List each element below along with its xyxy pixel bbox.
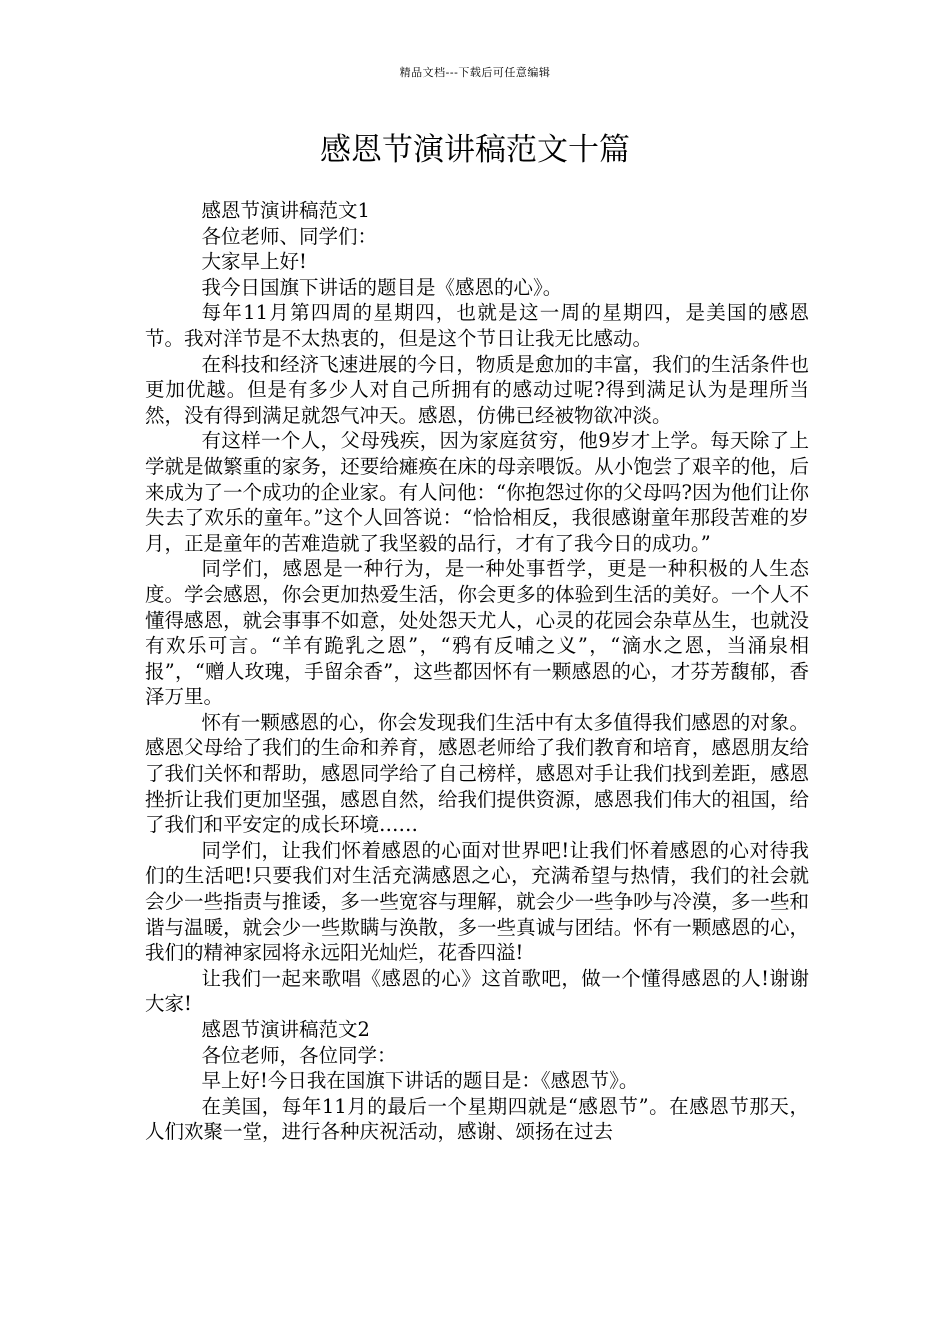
paragraph: 在科技和经济飞速进展的今日，物质是愈加的丰富，我们的生活条件也更加优越。但是有多少人对自己所拥有的感动过呢?得到满足认为是理所当然，没有得到满足就怨气冲天。感恩，仿佛已经被物欲冲淡。 xyxy=(145,352,809,427)
paragraph: 有这样一个人，父母残疾，因为家庭贫穷，他9岁才上学。每天除了上学就是做繁重的家务，还要给瘫痪在床的母亲喂饭。从小饱尝了艰辛的他，后来成为了一个成功的企业家。有人问他：“你抱怨过你的父母吗?因为他们让你失去了欢乐的童年。”这个人回答说：“恰恰相反，我很感谢童年那段苦难的岁月，正是童年的苦难造就了我坚毅的品行，才有了我今日的成功。” xyxy=(145,429,809,555)
greeting: 大家早上好! xyxy=(201,250,307,274)
document-title: 感恩节演讲稿范文十篇 xyxy=(320,132,630,168)
speech-topic: 早上好!今日我在国旗下讲话的题目是：《感恩节》。 xyxy=(201,1069,639,1093)
closing: 让我们一起来歌唱《感恩的心》这首歌吧，做一个懂得感恩的人!谢谢大家! xyxy=(145,966,809,1016)
section-heading-1: 感恩节演讲稿范文1 xyxy=(201,199,370,222)
paragraph: 每年11月第四周的星期四，也就是这一周的星期四，是美国的感恩节。我对洋节是不太热衷的，但是这个节日让我无比感动。 xyxy=(145,301,809,350)
section-heading-2: 感恩节演讲稿范文2 xyxy=(201,1018,370,1041)
paragraph: 怀有一颗感恩的心，你会发现我们生活中有太多值得我们感恩的对象。感恩父母给了我们的生命和养育，感恩老师给了我们教育和培育，感恩朋友给了我们关怀和帮助，感恩同学给了自己榜样，感恩对手让我们找到差距，感恩挫折让我们更加坚强，感恩自然，给我们提供资源，感恩我们伟大的祖国，给了我们和平安定的成长环境…… xyxy=(145,710,809,837)
document-body xyxy=(145,198,809,1145)
paragraph: 在美国，每年11月的最后一个星期四就是“感恩节”。在感恩节那天，人们欢聚一堂，进行各种庆祝活动，感谢、颂扬在过去 xyxy=(145,1094,809,1144)
salutation: 各位老师、同学们： xyxy=(201,224,378,248)
salutation: 各位老师，各位同学： xyxy=(201,1043,397,1067)
paragraph: 同学们，感恩是一种行为，是一种处事哲学，更是一种积极的人生态度。学会感恩，你会更加热爱生活，你会更多的体验到生活的美好。一个人不懂得感恩，就会事事不如意，处处怨天尤人，心灵的花园会杂草丛生，也就没有欢乐可言。“羊有跪乳之恩”，“鸦有反哺之义”，“滴水之恩，当涌泉相报”，“赠人玫瑰，手留余香”，这些都因怀有一颗感恩的心，才芬芳馥郁，香泽万里。 xyxy=(145,557,809,709)
speech-topic: 我今日国旗下讲话的题目是《感恩的心》。 xyxy=(201,275,563,299)
paragraph: 同学们，让我们怀着感恩的心面对世界吧!让我们怀着感恩的心对待我们的生活吧!只要我们对生活充满感恩之心，充满希望与热情，我们的社会就会少一些指责与推诿，多一些宽容与理解，就会少一些争吵与冷漠，多一些和谐与温暖，就会少一些欺瞒与涣散，多一些真诚与团结。怀有一颗感恩的心，我们的精神家园将永远阳光灿烂，花香四溢! xyxy=(145,838,809,965)
page-header: 精品文档---下载后可任意编辑 xyxy=(399,66,551,79)
